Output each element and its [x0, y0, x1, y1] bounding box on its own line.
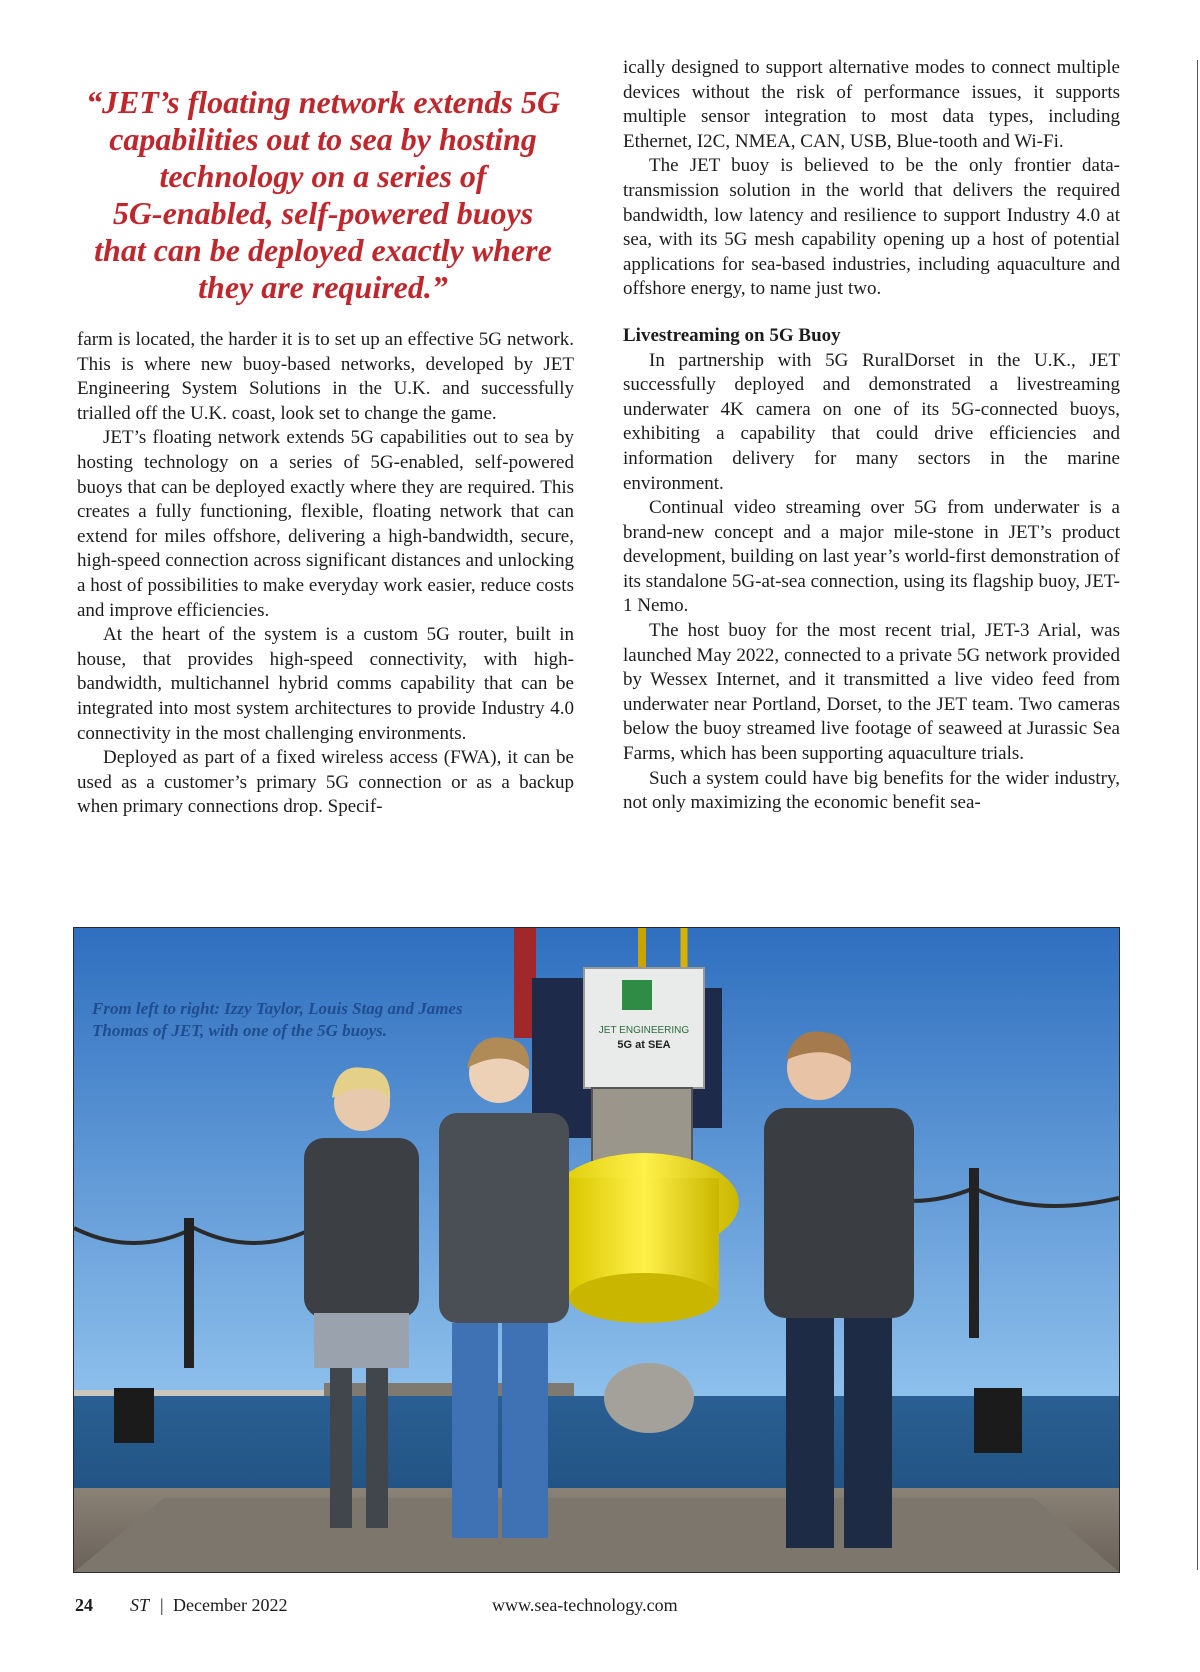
- body-paragraph: The host buoy for the most recent trial, JET-3 Arial, was launched May 2022, connected to a private 5G network provided by Wessex Internet, and it transmitted a live video feed from underwater near Portland, Dorset, to the JET team. Two cameras below the buoy streamed live footage of seaweed at Jurassic Sea Farms, which has been supporting aquaculture trials.: [623, 620, 1120, 765]
- person-left-jacket: [304, 1138, 419, 1318]
- body-paragraph: The JET buoy is believed to be the only frontier data-transmission solution in the world that delivers the required bandwidth, low latency and resilience to support Industry 4.0 at sea, with its 5G mesh capability opening up a host of potential applications for sea-based industries, including aquaculture and offshore energy, to name just two.: [623, 155, 1120, 300]
- page-footer: [0, 1595, 1200, 1619]
- pull-quote-line: they are required.”: [198, 269, 448, 305]
- anchor-chain-pile: [604, 1363, 694, 1433]
- team-photo: [73, 927, 1120, 1573]
- mooring-bollard: [114, 1388, 154, 1443]
- body-paragraph: JET’s floating network extends 5G capabilities out to sea by hosting technology on a series of 5G-enabled, self-powered buoys that can be deployed exactly where they are required. This creates a fully functioning, flexible, floating network that can extend for miles offshore, delivering a high-bandwidth, secure, high-speed connection across significant distances and unlocking a host of possibilities to make everyday work easier, reduce costs and improve efficiencies.: [77, 427, 574, 621]
- body-paragraph: farm is located, the harder it is to set up an effective 5G network. This is where new buoy-based networks, developed by JET Engineering System Solutions in the U.K. and successfully trialled off the U.K. coast, look set to change the game.: [77, 329, 574, 424]
- buoy-sign-line1: JET ENGINEERING: [598, 1025, 690, 1036]
- left-column: [77, 328, 574, 820]
- deck-front: [74, 1498, 1119, 1572]
- page-edge-rule: [1197, 60, 1198, 1570]
- person-middle-jeans: [502, 1323, 548, 1538]
- body-paragraph: Continual video streaming over 5G from underwater is a brand-new concept and a major mile-stone in JET’s product development, building on last year’s world-first demonstration of its standalone 5G-at-sea connection, using its flagship buoy, JET-1 Nemo.: [623, 497, 1120, 617]
- body-paragraph: In partnership with 5G RuralDorset in the U.K., JET successfully deployed and demonstrated a livestreaming underwater 4K camera on one of its 5G-connected buoys, exhibiting a capability that could drive efficiencies and information delivery for many sectors in the marine environment.: [623, 349, 1120, 494]
- person-middle-jeans: [452, 1323, 498, 1538]
- buoy-sign-line2: 5G at SEA: [617, 1039, 671, 1051]
- pull-quote-line: “JET’s floating network extends 5G: [85, 84, 561, 120]
- railing-post: [969, 1168, 979, 1338]
- person-left-legs: [330, 1368, 352, 1528]
- website-url: www.sea-technology.com: [492, 1595, 678, 1615]
- pull-quote-line: technology on a series of: [159, 158, 487, 194]
- pull-quote-line: 5G-enabled, self-powered buoys: [112, 195, 534, 231]
- person-right-trousers: [844, 1318, 892, 1548]
- body-paragraph: At the heart of the system is a custom 5G router, built in house, that provides high-speed connectivity, with high-bandwidth, multichannel hybrid comms capability that can be integrated into most system architectures to provide Industry 4.0 connectivity in the most challenging environments.: [77, 624, 574, 744]
- issue-date: December 2022: [173, 1595, 288, 1615]
- person-right-jacket: [764, 1108, 914, 1318]
- page-number: 24: [75, 1595, 93, 1615]
- person-left-legs: [366, 1368, 388, 1528]
- pull-quote-line: that can be deployed exactly where: [94, 232, 552, 268]
- mooring-bollard: [974, 1388, 1022, 1453]
- magazine-name: ST: [130, 1595, 150, 1615]
- pull-quote-line: capabilities out to sea by hosting: [109, 121, 537, 157]
- photo-caption: From left to right: Izzy Taylor, Louis Stag and James Thomas of JET, with one of the 5G buoys.: [92, 999, 463, 1040]
- person-left-skirt: [314, 1313, 409, 1368]
- person-right-trousers: [786, 1318, 834, 1548]
- right-column: [623, 56, 1120, 816]
- railing-post: [184, 1218, 194, 1368]
- buoy-logo-icon: [622, 980, 652, 1010]
- person-middle-jacket: [439, 1113, 569, 1323]
- buoy-hull: [569, 1273, 719, 1323]
- body-paragraph: Deployed as part of a fixed wireless access (FWA), it can be used as a customer’s primary 5G connection or as a backup when primary connections drop. Specif-: [77, 747, 574, 818]
- body-paragraph: ically designed to support alternative modes to connect multiple devices without the risk of performance issues, it supports multiple sensor integration to most data types, including Ethernet, I2C, NMEA, CAN, USB, Blue-tooth and Wi-Fi.: [623, 57, 1120, 152]
- section-heading: Livestreaming on 5G Buoy: [623, 324, 841, 346]
- body-paragraph: Such a system could have big benefits for the wider industry, not only maximizing the economic benefit sea-: [623, 767, 1120, 814]
- pull-quote: [78, 84, 568, 306]
- footer-separator: |: [160, 1595, 164, 1615]
